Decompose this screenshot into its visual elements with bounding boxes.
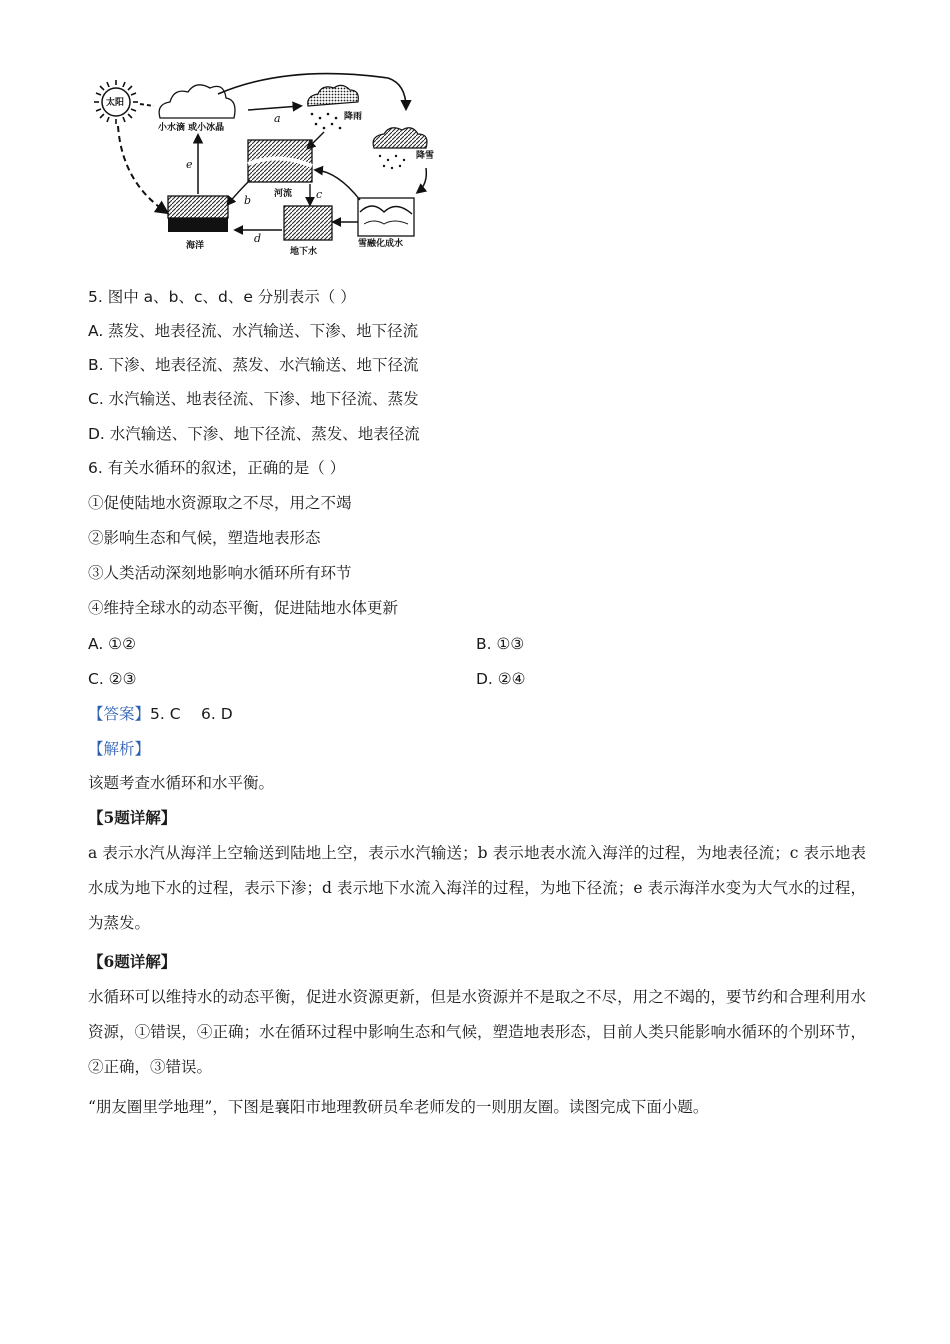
q5-stem: 5. 图中 a、b、c、d、e 分别表示（ ） bbox=[88, 288, 356, 306]
arrow-melt-river bbox=[316, 170, 360, 200]
q5-option-a: A. 蒸发、地表径流、水汽输送、下渗、地下径流 bbox=[88, 322, 419, 340]
ocean-label: 海洋 bbox=[186, 241, 205, 251]
meltwater-label: 雪融化成水 bbox=[358, 239, 404, 249]
answer-text: 5. C 6. D bbox=[150, 705, 233, 723]
next-question-intro: “朋友圈里学地理”，下图是襄阳市地理教研员牟老师发的一则朋友圈。读图完成下面小题。 bbox=[88, 1098, 709, 1116]
q5-option-b: B. 下渗、地表径流、蒸发、水汽输送、地下径流 bbox=[88, 356, 419, 374]
q5-option-d: D. 水汽输送、下渗、地下径流、蒸发、地表径流 bbox=[88, 425, 420, 443]
q6-statement-3: ③人类活动深刻地影响水循环所有环节 bbox=[88, 564, 352, 582]
letter-a: a bbox=[274, 112, 281, 125]
q6-option-c: C. ②③ bbox=[88, 670, 137, 688]
answer-tag: 【答案】 bbox=[88, 705, 151, 723]
q6-statement-4: ④维持全球水的动态平衡，促进陆地水体更新 bbox=[88, 599, 399, 617]
q6-option-a: A. ①② bbox=[88, 635, 136, 653]
arrow-snow-melt bbox=[418, 168, 426, 192]
detail6-title: 【6题详解】 bbox=[88, 952, 177, 971]
snow-cloud-icon bbox=[373, 128, 427, 169]
letter-d: d bbox=[254, 232, 262, 245]
q6-stem: 6. 有关水循环的叙述，正确的是（ ） bbox=[88, 459, 346, 477]
river-label: 河流 bbox=[274, 189, 293, 199]
q6-statement-1: ①促使陆地水资源取之不尽，用之不竭 bbox=[88, 494, 352, 512]
groundwater-icon bbox=[284, 206, 332, 240]
q5-option-c: C. 水汽输送、地表径流、下渗、地下径流、蒸发 bbox=[88, 390, 419, 408]
river-landscape-icon bbox=[248, 140, 312, 182]
detail5-text: a 表示水汽从海洋上空输送到陆地上空，表示水汽输送；b 表示地表水流入海洋的过程，为地表径流；c 表示地表水成为地下水的过程，表示下渗；d 表示地下水流入海洋的过程，为地下径流；e 表示海洋水变为大气水的过程，为蒸发。 bbox=[88, 844, 866, 932]
rain-label: 降雨 bbox=[344, 112, 363, 122]
detail6-text: 水循环可以维持水的动态平衡，促进水资源更新，但是水资源并不是取之不尽，用之不竭的，要节约和合理利用水资源，①错误，④正确；水在循环过程中影响生态和气候，塑造地表形态，目前人类只能影响水循环的个别环节，②正确，③错误。 bbox=[88, 988, 866, 1076]
cloud-icon bbox=[159, 85, 235, 118]
arrow-sun-energy bbox=[118, 126, 166, 212]
cloud-label: 小水滴 或小冰晶 bbox=[158, 123, 225, 133]
snow-label: 降雪 bbox=[416, 151, 435, 161]
q6-statement-2: ②影响生态和气候，塑造地表形态 bbox=[88, 529, 321, 547]
q6-option-b: B. ①③ bbox=[476, 635, 525, 653]
water-cycle-diagram bbox=[88, 72, 460, 260]
q6-option-d: D. ②④ bbox=[476, 670, 526, 688]
groundwater-label: 地下水 bbox=[290, 247, 318, 257]
detail5-title: 【5题详解】 bbox=[88, 808, 177, 827]
analysis-intro: 该题考查水循环和水平衡。 bbox=[88, 774, 275, 792]
meltwater-icon bbox=[358, 198, 414, 236]
arrow-a bbox=[248, 106, 300, 110]
answer-line bbox=[88, 703, 233, 725]
letter-c: c bbox=[316, 188, 323, 201]
arrow-sun-cloud bbox=[140, 104, 154, 106]
analysis-tag: 【解析】 bbox=[88, 740, 151, 758]
rain-cloud-icon bbox=[308, 85, 359, 129]
letter-b: b bbox=[244, 194, 252, 207]
sun-label: 太阳 bbox=[106, 98, 125, 108]
letter-e: e bbox=[186, 158, 193, 171]
ocean-icon bbox=[168, 196, 228, 232]
